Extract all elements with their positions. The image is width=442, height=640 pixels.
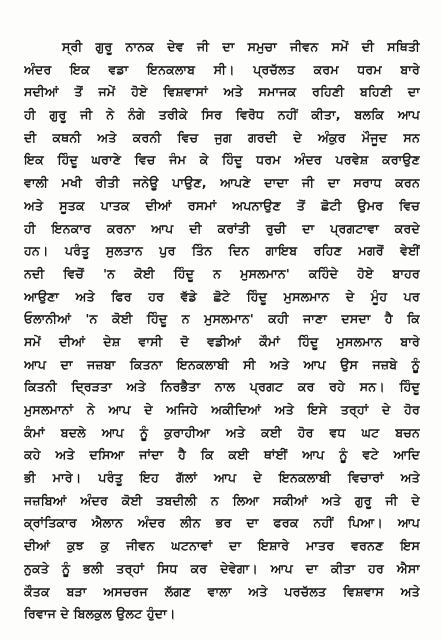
text-line: ਹੀ ਗੁਰੂ ਜੀ ਨੇ ਨੰਗੇ ਤਰੀਕੇ ਸਿਰ ਵਿਰੋਧ ਨਹੀਂ ਕੀਤਾ, ਬਲਕਿ ਆਪ [24,107,420,123]
text-line: ਸਮੇਂ ਦੀਆਂ ਦੇਸ਼ ਵਾਸੀ ਦੋ ਵਡੀਆਂ ਕੌਮਾਂ ਹਿੰਦੂ ਮੁਸਲਮਾਨ ਬਾਰੇ [24,333,420,349]
paragraph [24,36,420,626]
text-line: ਇਕ ਹਿੰਦੂ ਘਰਾਣੇ ਵਿਚ ਜੰਮ ਕੇ ਹਿੰਦੂ ਧਰਮ ਅੰਦਰ ਪਰਵੇਸ਼ ਕਰਾਉਣ [24,152,420,168]
text-line: ਕੰਮਾਂ ਬਦਲੇ ਆਪ ਨੂੰ ਕੁਰਾਹੀਆ ਅਤੇ ਕਈ ਹੋਰ ਵਧ ਘਟ ਬਚਨ [24,424,420,440]
text-line: ਸ੍ਰੀ ਗੁਰੂ ਨਾਨਕ ਦੇਵ ਜੀ ਦਾ ਸਮੁਚਾ ਜੀਵਨ ਸਮੇਂ ਦੀ ਸਥਿਤੀ [62,39,420,54]
text-line: ਮੁਸਲਮਾਨਾਂ ਨੇ ਆਪ ਦੇ ਅਜਿਹੇ ਅਕੀਦਿਆਂ ਅਤੇ ਇਸੇ ਤਰ੍ਹਾਂ ਦੇ ਹੋਰ [24,402,420,417]
text-line: ਅੰਦਰ ਇਕ ਵਡਾ ਇਨਕਲਾਬ ਸੀ। ਪ੍ਰਚੱਲਤ ਕਰਮ ਧਰਮ ਬਾਰੇ [24,61,420,77]
text-line: ਆਪ ਦਾ ਜਜ਼ਬਾ ਕਿਤਨਾ ਇਨਕਲਾਬੀ ਸੀ ਅਤੇ ਆਪ ਉਸ ਜਜ਼ਬੇ ਨੂੰ [24,356,420,372]
text-line: ਕੌਤਕ ਬੜਾ ਅਸਚਰਜ ਲੱਗਣ ਵਾਲਾ ਅਤੇ ਪਰਚੱਲਤ ਵਿਸ਼ਵਾਸ ਅਤੇ [24,583,420,599]
text-line: ਜਜ਼ਬਿਆਂ ਅੰਦਰ ਕੋਈ ਤਬਦੀਲੀ ਨ ਲਿਆ ਸਕੀਆਂ ਅਤੇ ਗੁਰੂ ਜੀ ਦੇ [24,492,420,508]
text-line: ਆਉਣਾ ਅਤੇ ਫਿਰ ਹਰ ਵੱਡੇ ਛੋਟੇ ਹਿੰਦੂ ਮੁਸਲਮਾਨ ਦੇ ਮੂੰਹ ਪਰ [24,288,420,304]
text-line: ਹਨ। ਪਰੰਤੂ ਸੁਲਤਾਨ ਪੁਰ ਤਿੰਨ ਦਿਨ ਗਾਇਬ ਰਹਿਣ ਮਗਰੋਂ ਵੇਈਂ [24,243,420,259]
text-line: ਸਦੀਆਂ ਤੋਂ ਜਮੇਂ ਹੋਏ ਵਿਸ਼ਵਾਸਾਂ ਅਤੇ ਸਮਾਜਕ ਰਹਿਣੀ ਬਹਿਣੀ ਦਾ [24,84,420,100]
text-line: ਦੀਆਂ ਕੁਝ ਕੁ ਜੀਵਨ ਘਟਨਾਵਾਂ ਦਾ ਇਸ਼ਾਰੇ ਮਾਤਰ ਵਰਨਣ ਇਸ [24,538,420,554]
text-line: ਹੀ ਇਨਕਾਰ ਕਰਨਾ ਆਪ ਦੀ ਕਰਾਂਤੀ ਰੁਚੀ ਦਾ ਪ੍ਰਗਟਾਵਾ ਕਰਦੇ [24,220,420,236]
text-line: ਭੀ ਮਾਰੇ। ਪਰੰਤੂ ਇਹ ਗੱਲਾਂ ਆਪ ਦੇ ਇਨਕਲਾਬੀ ਵਿਚਾਰਾਂ ਅਤੇ [24,470,420,486]
text-line: ਰਿਵਾਜ ਦੇ ਬਿਲਕੁਲ ਉਲਟ ਹੁੰਦਾ। [24,606,176,622]
text-line: ਅਤੇ ਸੂਤਕ ਪਾਤਕ ਦੀਆਂ ਰਸਮਾਂ ਅਪਨਾਉਣ ਤੋਂ ਛੋਟੀ ਉਮਰ ਵਿਚ [24,197,420,213]
text-line: ਨਦੀ ਵਿਚੋਂ 'ਨ ਕੋਈ ਹਿੰਦੂ ਨ ਮੁਸਲਮਾਨ' ਕਹਿੰਦੇ ਹੋਏ ਬਾਹਰ [24,265,420,281]
text-line: ਕਹੇ ਅਤੇ ਦਸਿਆ ਜਾਂਦਾ ਹੈ ਕਿ ਕਈ ਥਾਂਈਂ ਆਪ ਨੂੰ ਵਟੇ ਆਦਿ [24,447,420,463]
text-line: ਕਿਤਨੀ ਦ੍ਰਿੜਤਾ ਅਤੇ ਨਿਰਭੈਤਾ ਨਾਲ ਪ੍ਰਗਟ ਕਰ ਰਹੇ ਸਨ। ਹਿੰਦੂ [24,379,420,395]
text-line: ਓਲਾਨੀਆਂ 'ਨ ਕੋਈ ਹਿੰਦੂ ਨ ਮੁਸਲਮਾਨ' ਕਹੀ ਜਾਣਾ ਦਸਦਾ ਹੈ ਕਿ [24,311,420,327]
text-line: ਵਾਲੀ ਮਖੀ ਰੀਤੀ ਜਨੇਊ ਪਾਉਣ, ਆਪਣੇ ਦਾਦਾ ਜੀ ਦਾ ਸਰਾਧ ਕਰਨ [24,175,420,191]
text-line: ਦੀ ਕਥਨੀ ਅਤੇ ਕਰਨੀ ਵਿਚ ਜੁਗ ਗਰਦੀ ਦੇ ਅੰਕੁਰ ਮੌਜੂਦ ਸਨ [24,129,420,145]
text-line: ਕ੍ਰਾਂਤਿਕਾਰ ਐਲਾਨ ਅੰਦਰ ਲੀਨ ਭਰ ਦਾ ਫਰਕ ਨਹੀਂ ਪਿਆ। ਆਪ [24,515,420,531]
text-line: ਨੁਕਤੇ ਨੂੰ ਭਲੀ ਤਰ੍ਹਾਂ ਸਿਧ ਕਰ ਦੇਵੇਗਾ। ਆਪ ਦਾ ਕੀਤਾ ਹਰ ਐਸਾ [24,560,420,576]
